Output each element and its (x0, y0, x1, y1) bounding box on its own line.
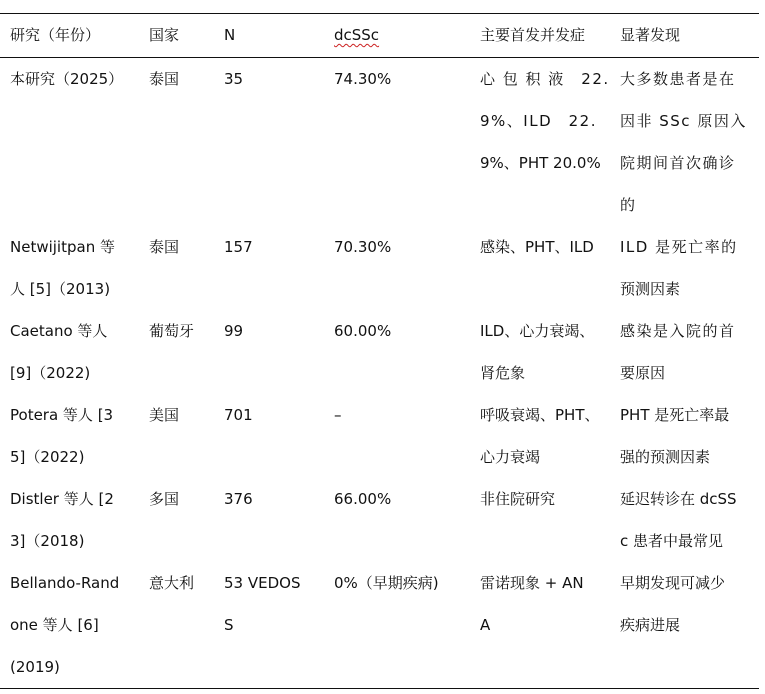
cell-dcssc: 0%（早期疾病) (334, 574, 439, 592)
cell-study: Potera 等人 [3 5]（2022) (10, 406, 114, 466)
header-findings: 显著发现 (620, 26, 681, 44)
cell-country: 葡萄牙 (149, 322, 195, 340)
cell-n: 99 (224, 322, 244, 340)
cell-findings: 大多数患者是在 因非 SSc 原因入 院期间首次确诊 的 (620, 70, 747, 214)
cell-complications: 心 包 积 液 22. 9%、ILD 22. 9%、PHT 20.0% (480, 70, 610, 172)
table-row (0, 310, 759, 394)
cell-complications: 雷诺现象 + AN A (480, 574, 584, 634)
cell-country: 泰国 (149, 70, 180, 88)
header-study: 研究（年份） (10, 26, 101, 44)
cell-findings: 早期发现可减少 疾病进展 (620, 574, 726, 634)
cell-n: 376 (224, 490, 253, 508)
table-header-row (0, 14, 759, 58)
cell-study: Bellando-Rand one 等人 [6] (2019) (10, 574, 120, 676)
table-row (0, 58, 759, 227)
cell-study: 本研究（2025） (10, 70, 124, 88)
header-n: N (224, 26, 236, 44)
cell-dcssc: 70.30% (334, 238, 392, 256)
cell-complications: 呼吸衰竭、PHT、 心力衰竭 (480, 406, 600, 466)
cell-findings: 感染是入院的首 要原因 (620, 322, 736, 382)
header-country: 国家 (149, 26, 180, 44)
cell-n: 35 (224, 70, 244, 88)
cell-dcssc: 60.00% (334, 322, 392, 340)
cell-country: 泰国 (149, 238, 180, 256)
table-row (0, 226, 759, 310)
cell-n: 53 VEDOS S (224, 574, 301, 634)
cell-dcssc: 66.00% (334, 490, 392, 508)
header-complications: 主要首发并发症 (480, 26, 586, 44)
table-row (0, 562, 759, 689)
comparison-table (0, 13, 759, 689)
cell-n: 701 (224, 406, 253, 424)
cell-dcssc: – (334, 406, 342, 424)
cell-study: Netwijitpan 等 人 [5]（2013) (10, 238, 115, 298)
cell-dcssc: 74.30% (334, 70, 392, 88)
cell-findings: 延迟转诊在 dcSS c 患者中最常见 (620, 490, 737, 550)
header-dcssc: dcSSc (334, 26, 380, 44)
cell-n: 157 (224, 238, 253, 256)
cell-complications: 非住院研究 (480, 490, 556, 508)
cell-complications: ILD、心力衰竭、 肾危象 (480, 322, 595, 382)
table-row (0, 478, 759, 562)
cell-findings: PHT 是死亡率最 强的预测因素 (620, 406, 730, 466)
table-row (0, 394, 759, 478)
cell-findings: ILD 是死亡率的 预测因素 (620, 238, 738, 298)
cell-study: Caetano 等人 [9]（2022) (10, 322, 108, 382)
cell-country: 多国 (149, 490, 180, 508)
cell-study: Distler 等人 [2 3]（2018) (10, 490, 114, 550)
cell-country: 美国 (149, 406, 180, 424)
cell-complications: 感染、PHT、ILD (480, 238, 594, 256)
cell-country: 意大利 (149, 574, 195, 592)
